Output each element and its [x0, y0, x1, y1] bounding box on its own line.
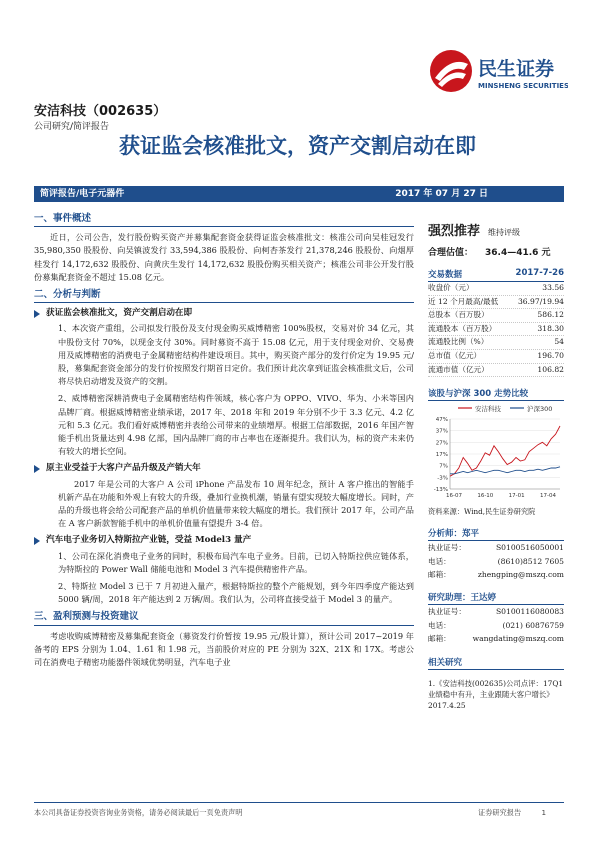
- footer-label: 证券研究报告: [478, 808, 522, 817]
- series-line-index: [450, 467, 560, 474]
- trade-data-row: [428, 323, 564, 337]
- band-category: 简评报告/电子元器件: [40, 189, 125, 199]
- trade-data-row: [428, 364, 564, 378]
- related-research: [428, 678, 564, 711]
- analyst1-contact-label: 邮箱：: [428, 569, 451, 579]
- valuation-value: 36.4—41.6 元: [485, 248, 551, 258]
- sidebar: [428, 220, 564, 711]
- analyst2-contact-row: [428, 632, 564, 645]
- section-title-analysis: 二、分析与判断: [34, 288, 414, 303]
- page-number: 1: [541, 808, 547, 817]
- y-tick-label: 17%: [435, 452, 448, 459]
- subheading-auto-electronics: 汽车电子业务切入特斯拉产业链，受益 Model3 量产: [34, 534, 414, 547]
- valuation-label: 合理估值：: [428, 248, 474, 258]
- section-title-event: 一、事件概述: [34, 212, 414, 227]
- analyst2-contact-label: 电话：: [428, 620, 451, 630]
- analyst2-contact-value: S0100116080083: [495, 607, 564, 617]
- bullet-arrow-icon: [34, 310, 40, 318]
- trade-data-label: 收盘价（元）: [428, 283, 474, 292]
- related-date: 2017.4.25: [428, 700, 466, 710]
- subheading-main-business: 原主业受益于大客户产品升级及产销大年: [34, 462, 414, 475]
- analysis-paragraph-5: 2、特斯拉 Model 3 已于 7 月初进入量产，根据特斯拉的整个产能规划，到今年四季度产能达到 5000 辆/周，2018 年产能达到 2 万辆/周。我们认为，公司将直接受益于 Model 3 的量产。: [58, 581, 414, 605]
- chart-source: 资料来源：Wind,民生证券研究院: [428, 507, 536, 517]
- trade-data-value: 586.12: [537, 310, 564, 320]
- footer-disclaimer: 本公司具备证券投资咨询业务资格，请务必阅读最后一页免责声明: [34, 808, 243, 817]
- analyst1-contact-row: [428, 568, 564, 581]
- trade-data-value: 318.30: [537, 323, 564, 333]
- brand-logo: [428, 48, 568, 98]
- series-line-stock: [450, 426, 560, 476]
- page-title: 获证监会核准批文，资产交割启动在即: [119, 134, 476, 158]
- brand-name-cn: 民生证券: [478, 58, 555, 80]
- price-chart: [428, 401, 564, 505]
- analyst1-contact-label: 执业证号：: [428, 543, 466, 553]
- analyst1-contact-label: 电话：: [428, 556, 451, 566]
- trade-data-label: 总股本（百万股）: [428, 310, 489, 320]
- forecast-paragraph: 考虑收购威博精密及募集配套资金（募资发行价暂按 19.95 元/股计算），预计公司 2017~2019 年备考的 EPS 分别为 1.04、1.61 和 1.98 元，当前股价对应的 PE 分别为 32X、21X 和 17X。考虑公司在消费电子精密功能器件领域优势明显，汽车电子业: [34, 630, 414, 668]
- trade-data-row: [428, 309, 564, 323]
- y-tick-label: 27%: [435, 440, 448, 447]
- trade-data-label: 流通股比例（%）: [428, 337, 489, 347]
- analysis-paragraph-1: 1、本次资产重组，公司拟发行股份及支付现金购买威博精密 100%股权，交易对价 34 亿元，其中股份支付 70%，以现金支付 30%。同时募资不高于 15.08 亿元，用于支付现金对价、交易费用及威博精密的消费电子金属精密结构件建设项目。其中，购买资产部分的发行价定为 19.95 元/股，募集配套资金部分的发行价按照发行期首日定价。我们预计此次拿到证监会核准批文后，公司将尽快启动增发及资产的交割。: [58, 323, 414, 387]
- y-tick-label: -13%: [433, 487, 448, 494]
- brand-name-en: MINSHENG SECURITIES: [478, 82, 568, 90]
- analyst1-title: 分析师：郑平: [428, 527, 564, 541]
- bullet-arrow-icon: [34, 537, 40, 545]
- trade-data-title: 交易数据: [428, 270, 463, 280]
- analyst2-contact-label: 邮箱：: [428, 634, 451, 644]
- trade-data-row: [428, 336, 564, 350]
- analyst1-contact-row: [428, 555, 564, 568]
- analyst2-contacts: [428, 605, 564, 645]
- y-tick-label: 37%: [435, 428, 448, 435]
- rating-value: 强烈推荐: [428, 224, 481, 239]
- section-title-forecast: 三、盈利预测与投资建议: [34, 610, 414, 625]
- trade-data-label: 总市值（亿元）: [428, 350, 482, 360]
- trade-data-value: 33.56: [542, 283, 564, 292]
- band-date: 2017 年 07 月 27 日: [395, 189, 488, 199]
- company-name: 安洁科技（002635）: [34, 104, 167, 119]
- trade-data-label: 流通市值（亿元）: [428, 364, 489, 374]
- main-content: [34, 210, 414, 673]
- analyst1-contacts: [428, 541, 564, 581]
- legend-label: 沪深300: [527, 405, 553, 414]
- event-paragraph: 近日，公司公告，发行股份购买资产并募集配套资金获得证监会核准批文：核准公司向吴桂冠发行 35,980,350 股股份、向吴镇波发行 33,594,386 股股份、向柯杏茶发行 21,378,246 股股份、向烟厚桂发行 14,172,632 股股份、向黄庆生发行 14,172,632 股股份购买相关资产；核准公司非公开发行股份募集配套资金不超过 15.08 亿元。: [34, 232, 414, 282]
- trade-data-value: 196.70: [537, 350, 564, 360]
- rating-sub: 维持评级: [488, 228, 521, 237]
- trade-data-row: [428, 296, 564, 310]
- trade-data-row: [428, 350, 564, 364]
- analyst1-contact-value: S0100516050001: [495, 543, 564, 553]
- analyst2-contact-value: (021) 60876759: [502, 620, 564, 630]
- rating: [428, 220, 564, 239]
- logo-emblem-icon: [430, 50, 472, 92]
- analyst2-contact-label: 执业证号：: [428, 607, 466, 617]
- analysis-paragraph-2: 2、威博精密深耕消费电子金属精密结构件领域，核心客户为 OPPO、VIVO、华为、小米等国内品牌厂商。根据威博精密业绩承诺，2017 年、2018 年和 2019 年分别不少于 3.3 亿元、4.2 亿元和 5.3 亿元。我们看好威博精密并表给公司带来的业绩增厚。根据工信部数据，2016 年国产智能手机出货量达到 4.98 亿部，国内品牌厂商的市占率也在逐渐提升。我们认为，标的资产未来仍有较大的增长空间。: [58, 393, 414, 457]
- chart-title: 该股与沪深 300 走势比较: [428, 387, 564, 401]
- analyst2-title: 研究助理：王达婷: [428, 591, 564, 605]
- trade-data-list: [428, 282, 564, 377]
- analyst1-contact-value: (8610)8512 7605: [497, 556, 564, 566]
- analyst1-contact-row: [428, 541, 564, 554]
- bullet-arrow-icon: [34, 465, 40, 473]
- analyst2-contact-value: wangdating@mszq.com: [472, 634, 564, 644]
- x-tick-label: 17-04: [540, 493, 556, 500]
- report-category: 公司研究/简评报告: [34, 122, 110, 132]
- related-link[interactable]: 1.《安洁科技(002635)公司点评：17Q1 业绩稳中有升，主业跟随大客户增长》: [428, 678, 564, 699]
- legend-label: 安洁科技: [475, 405, 501, 414]
- trade-data-value: 54: [554, 337, 564, 347]
- footer-divider: [34, 802, 564, 803]
- valuation: [428, 245, 564, 258]
- trade-data-label: 流通股本（百万股）: [428, 323, 497, 333]
- y-tick-label: -3%: [437, 475, 448, 482]
- trade-data-row: [428, 282, 564, 296]
- y-tick-label: 47%: [435, 417, 448, 424]
- trade-data-date: 2017-7-26: [515, 268, 564, 278]
- y-tick-label: 7%: [439, 463, 448, 470]
- subheading-approval: 获证监会核准批文，资产交割启动在即: [34, 307, 414, 320]
- analyst2-contact-row: [428, 619, 564, 632]
- analyst1-contact-value: zhengping@mszq.com: [477, 569, 564, 579]
- trade-data-header: [428, 268, 564, 282]
- x-tick-label: 17-01: [508, 493, 525, 500]
- trade-data-value: 106.82: [537, 364, 564, 374]
- x-tick-label: 16-10: [477, 493, 494, 500]
- report-band: [34, 186, 564, 202]
- trade-data-label: 近 12 个月最高/最低: [428, 296, 499, 306]
- analyst2-contact-row: [428, 605, 564, 618]
- trade-data-value: 36.97/19.94: [517, 296, 564, 306]
- analysis-paragraph-4: 1、公司在深化消费电子业务的同时，积极布局汽车电子业务。目前，已切入特斯拉供应链体系，为特斯拉的 Power Wall 储能电池和 Model 3 汽车提供精密件产品。: [58, 550, 414, 574]
- footer-right: [478, 808, 546, 818]
- related-title: 相关研究: [428, 656, 564, 670]
- x-tick-label: 16-07: [446, 493, 462, 500]
- analysis-paragraph-3: 2017 年是公司的大客户 A 公司 iPhone 产品发布 10 周年纪念，预计 A 客户推出的智能手机新产品在功能和外观上有较大的升级，叠加行业换机潮，销量有望实现较大幅度增长。同时，产品的升级也将会给公司配套产品的单机价值量带来较大幅度的增长。我们预计 2017 年，公司产品在 A 客户新款智能手机中的单机价值量有望提升 3-4 倍。: [58, 478, 414, 529]
